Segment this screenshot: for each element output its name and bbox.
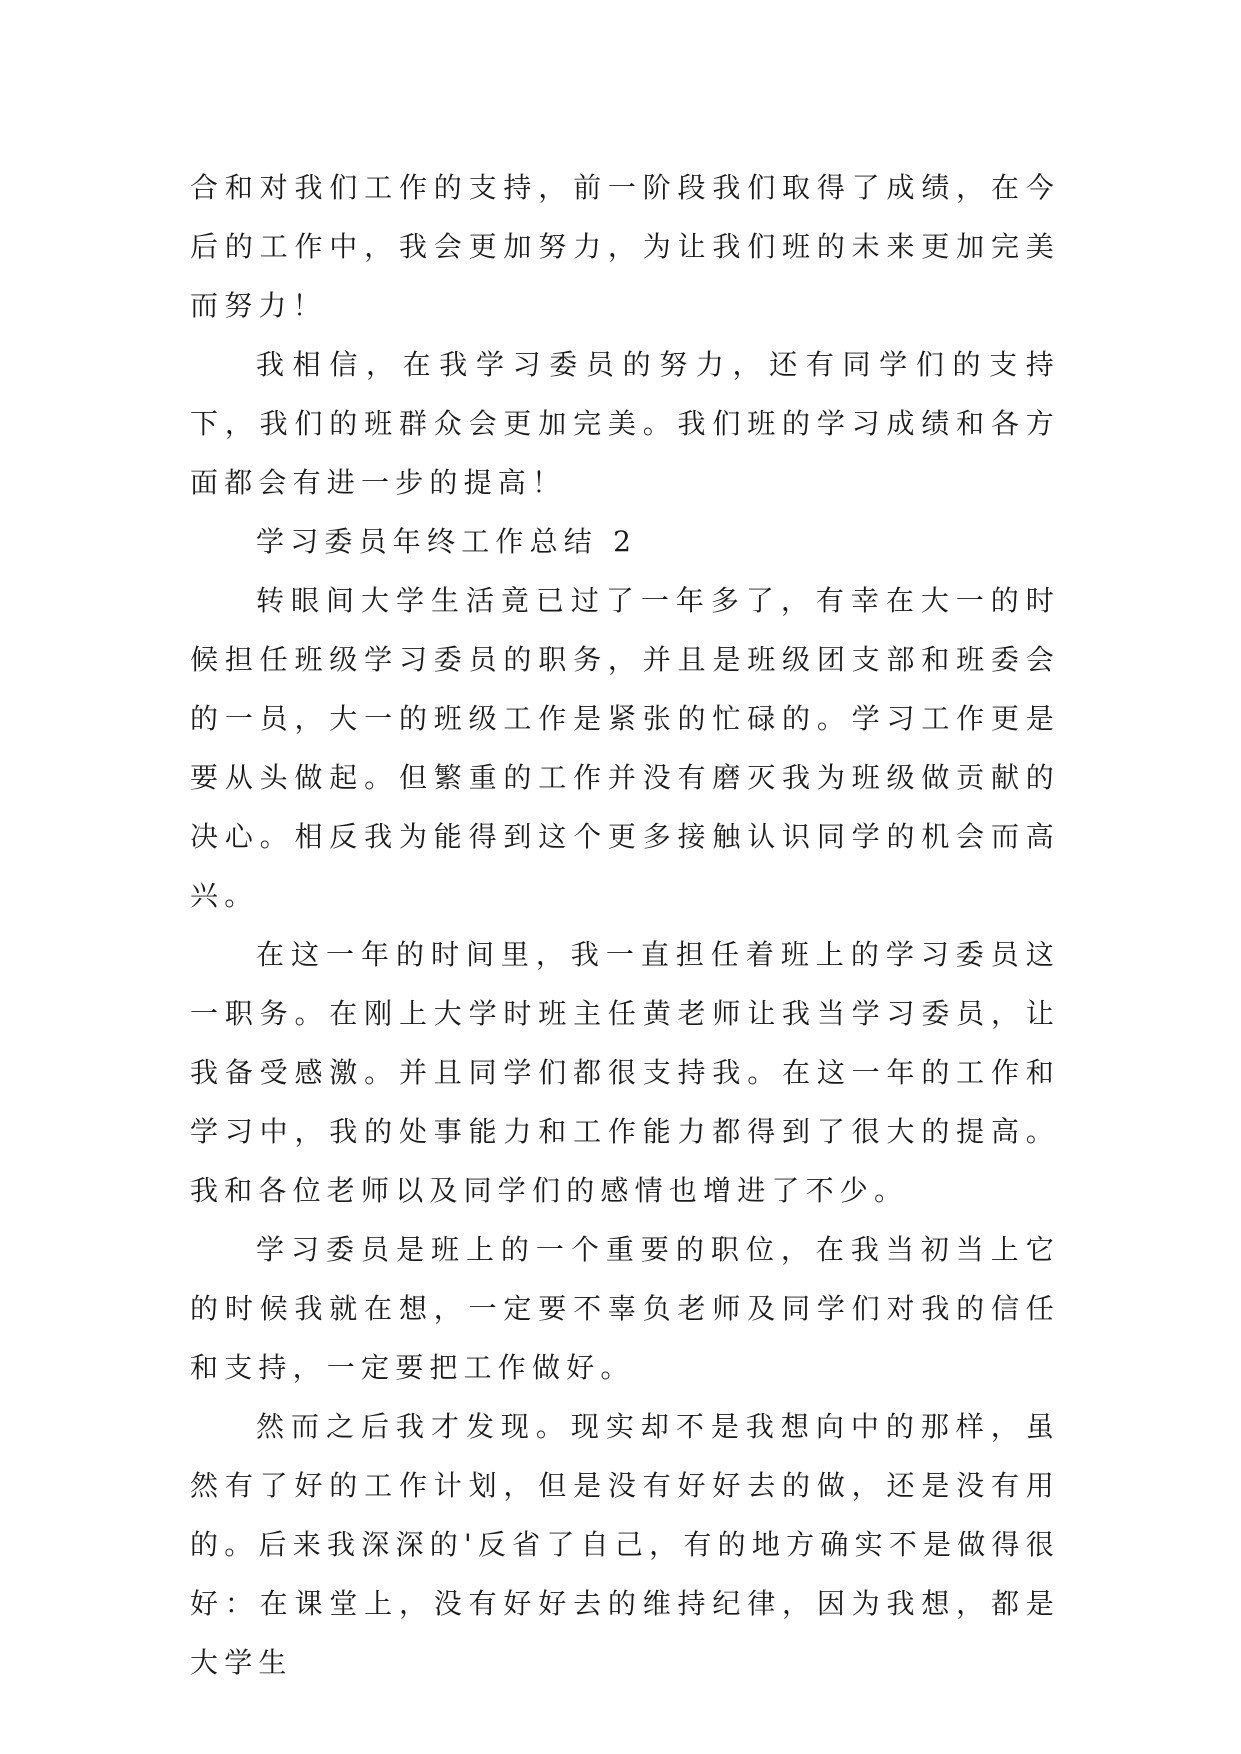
paragraph-2: 我相信，在我学习委员的努力，还有同学们的支持下，我们的班群众会更加完美。我们班的学习成绩和各方面都会有进一步的提高！	[190, 348, 1060, 499]
paragraph-6: 然而之后我才发现。现实却不是我想向中的那样，虽然有了好的工作计划，但是没有好好去的做，还是没有用的。后来我深深的'反省了自己，有的地方确实不是做得很好：在课堂上，没有好好去的维持纪律，因为我想，都是大学生	[190, 1410, 1060, 1679]
paragraph-5: 学习委员是班上的一个重要的职位，在我当初当上它的时候我就在想，一定要不辜负老师及同学们对我的信任和支持，一定要把工作做好。	[190, 1233, 1060, 1384]
paragraph-1: 合和对我们工作的支持，前一阶段我们取得了成绩，在今后的工作中，我会更加努力，为让我们班的未来更加完美而努力！	[190, 171, 1060, 322]
paragraph-4: 在这一年的时间里，我一直担任着班上的学习委员这一职务。在刚上大学时班主任黄老师让我当学习委员，让我备受感激。并且同学们都很支持我。在这一年的工作和学习中，我的处事能力和工作能力都得到了很大的提高。我和各位老师以及同学们的感情也增进了不少。	[190, 938, 1060, 1207]
section-heading: 学习委员年终工作总结 2	[256, 525, 638, 558]
paragraph-3: 转眼间大学生活竟已过了一年多了，有幸在大一的时候担任班级学习委员的职务，并且是班级团支部和班委会的一员，大一的班级工作是紧张的忙碌的。学习工作更是要从头做起。但繁重的工作并没有磨灭我为班级做贡献的决心。相反我为能得到这个更多接触认识同学的机会而高兴。	[190, 584, 1060, 912]
document-body	[190, 158, 1060, 1692]
